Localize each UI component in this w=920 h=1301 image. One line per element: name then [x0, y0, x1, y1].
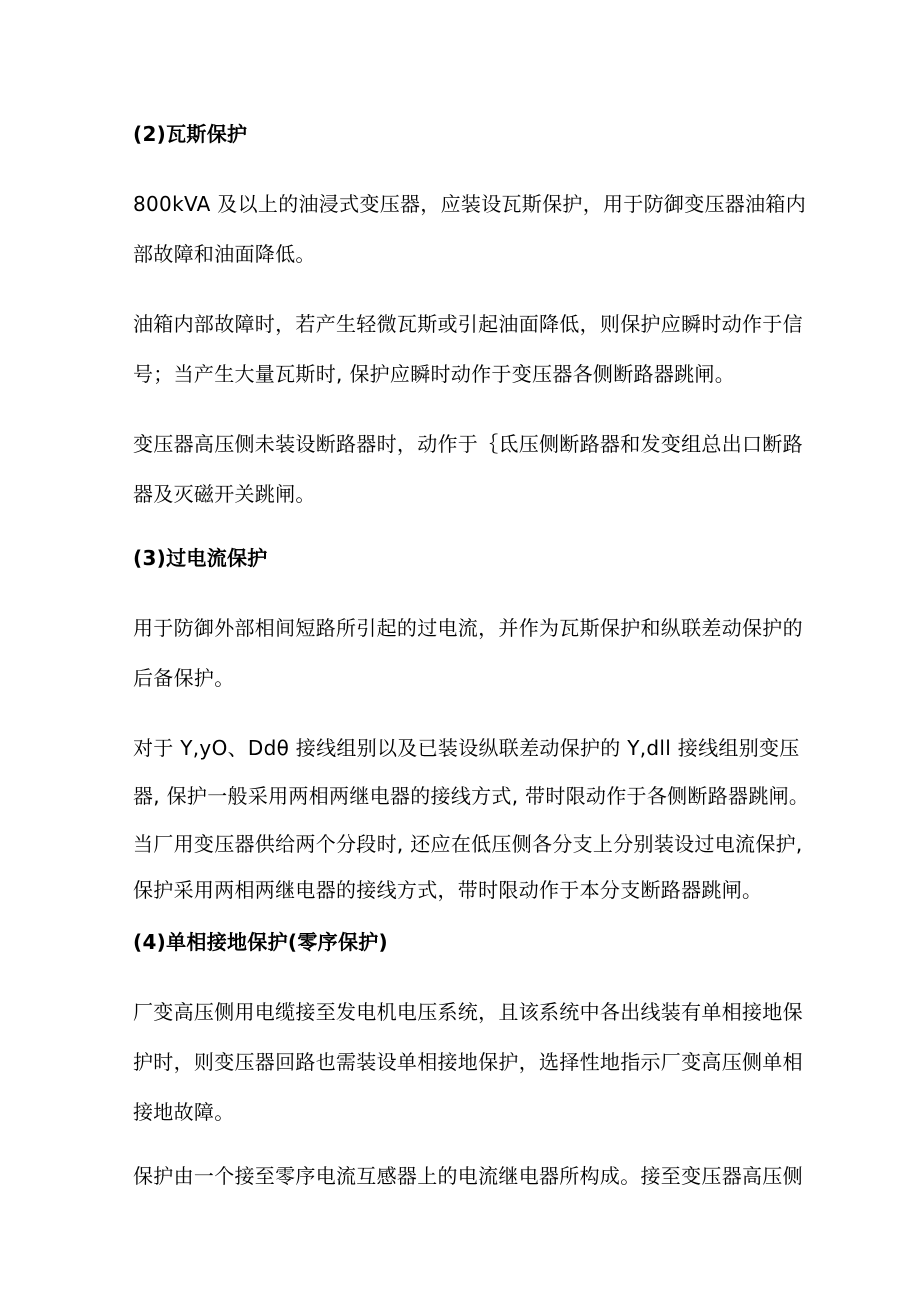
paragraph-1-line-1: 800kVA 及以上的油浸式变压器，应装设瓦斯保护，用于防御变压器油箱内	[133, 192, 806, 216]
paragraph-3-line-2: 器及灭磁开关跳闸。	[133, 482, 316, 506]
section-heading-3: (3)过电流保护	[133, 546, 268, 570]
paragraph-2-line-2: 号；当产生大量瓦斯时, 保护应瞬时动作于变压器各侧断路器跳闸。	[133, 362, 736, 386]
paragraph-5-line-2: 器, 保护一般采用两相两继电器的接线方式, 带时限动作于各侧断路器跳闸。	[133, 784, 810, 808]
paragraph-6-line-3: 接地故障。	[133, 1100, 235, 1124]
paragraph-5-line-1: 对于 Y,yO、Ddθ 接线组别以及已装设纵联差动保护的 Y,dll 接线组别变压	[133, 736, 800, 760]
section-heading-4: (4)单相接地保护(零序保护)	[133, 930, 388, 954]
section-heading-2: (2)瓦斯保护	[133, 122, 248, 146]
paragraph-5-line-3: 当厂用变压器供给两个分段时, 还应在低压侧各分支上分别装设过电流保护,	[133, 832, 803, 856]
paragraph-5-line-4: 保护采用两相两继电器的接线方式，带时限动作于本分支断路器跳闸。	[133, 878, 763, 902]
paragraph-7-line-1: 保护由一个接至零序电流互感器上的电流继电器所构成。接至变压器高压侧	[133, 1164, 803, 1188]
paragraph-3-line-1: 变压器高压侧未装设断路器时，动作于｛氐压侧断路器和发变组总出口断路	[133, 432, 803, 456]
paragraph-6-line-1: 厂变高压侧用电缆接至发电机电压系统，且该系统中各出线装有单相接地保	[133, 1000, 803, 1024]
paragraph-4-line-1: 用于防御外部相间短路所引起的过电流，并作为瓦斯保护和纵联差动保护的	[133, 616, 803, 640]
paragraph-1-line-2: 部故障和油面降低。	[133, 242, 316, 266]
paragraph-2-line-1: 油箱内部故障时，若产生轻微瓦斯或引起油面降低，则保护应瞬时动作于信	[133, 312, 803, 336]
paragraph-6-line-2: 护时，则变压器回路也需装设单相接地保护，选择性地指示厂变高压侧单相	[133, 1050, 803, 1074]
paragraph-4-line-2: 后备保护。	[133, 666, 235, 690]
